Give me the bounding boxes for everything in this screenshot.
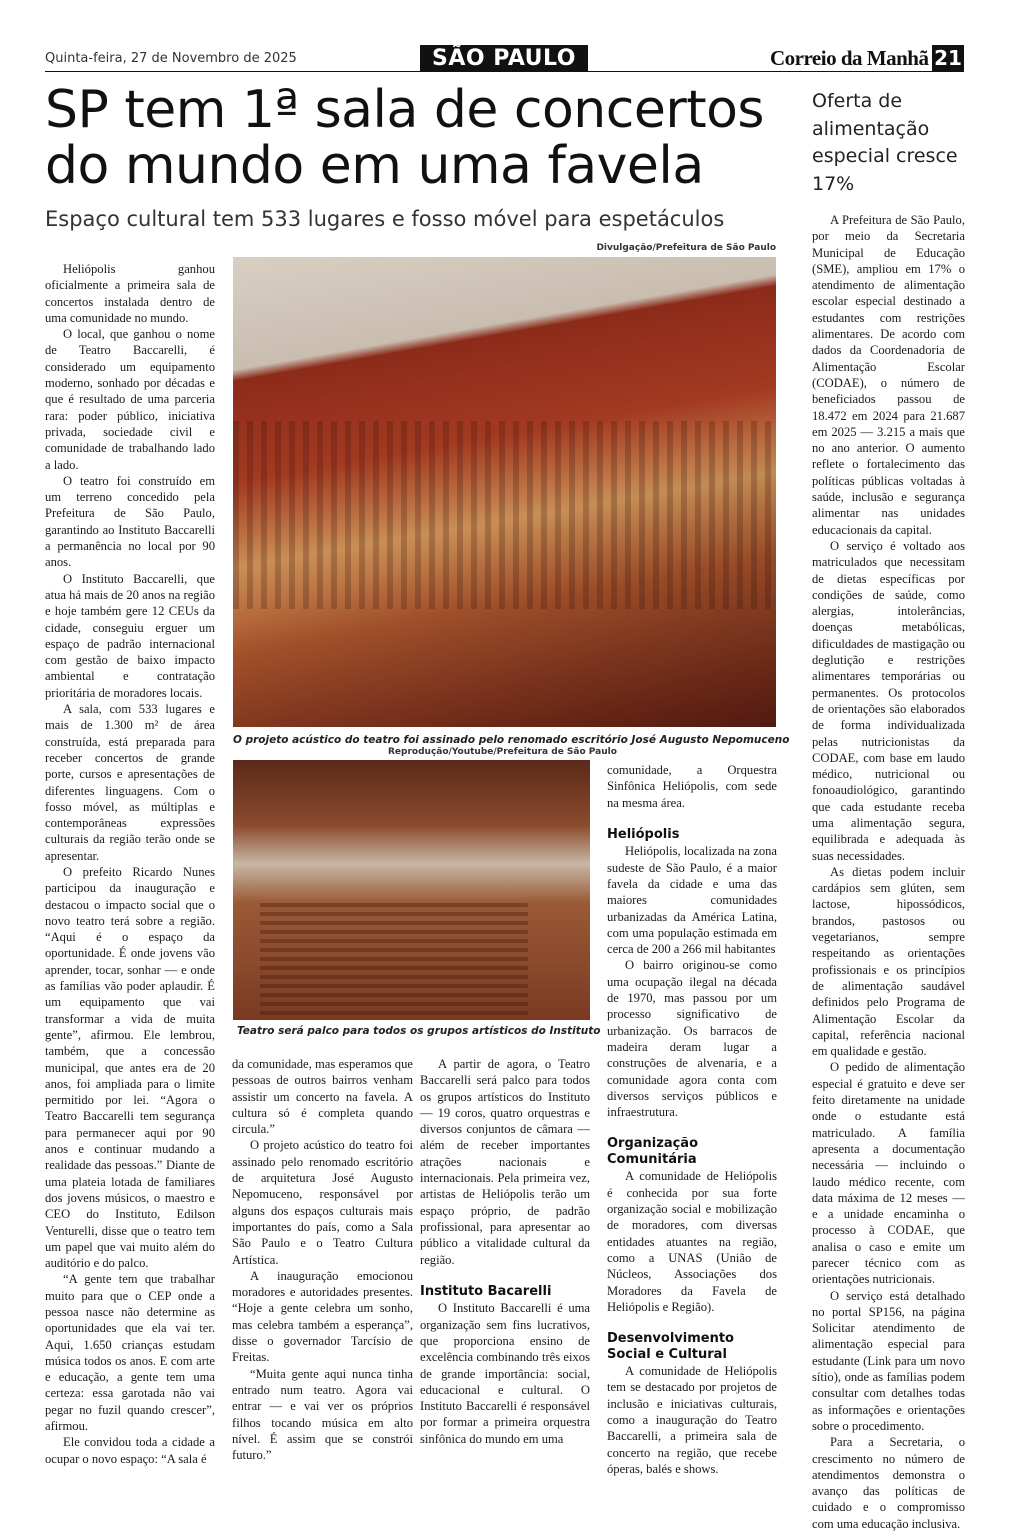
subheading: Desenvolvimento Social e Cultural <box>607 1331 734 1362</box>
photo-caption: O projeto acústico do teatro foi assinado pelo renomado escritório José Augusto Nepomuceno <box>233 734 790 746</box>
paragraph: Heliópolis ganhou oficialmente a primeira sala de concertos instalada dentro de uma comunidade no mundo. <box>45 262 215 325</box>
paragraph: O serviço está detalhado no portal SP156, na página Solicitar atendimento de alimentação especial para estudante (Link para um novo sítio), onde as famílias podem consultar com detalhes todas as informações e orientações sobre o procedimento. <box>812 1288 965 1433</box>
paragraph: Para a Secretaria, o crescimento no número de atendimentos demonstra o avanço das políticas de cuidado e o compromisso com uma educação inclusiva. <box>812 1435 965 1531</box>
photo-credit: Reprodução/Youtube/Prefeitura de São Paulo <box>388 747 617 757</box>
paragraph: A sala, com 533 lugares e mais de 1.300 m² de área construída, está preparada para receber concertos de grande porte, cursos e apresentações de diferentes linguagens. Com o fosso móvel, as múltiplas e contemporâneas expressões culturais da região terão onde se apresentar. <box>45 702 215 863</box>
paragraph: As dietas podem incluir cardápios sem glúten, sem lactose, hipossódicos, brandos, pastosos ou vegetarianos, sempre respeitando as orientações profissionais e os princípios de alimentação saudável definidos pelo Programa de Alimentação Escolar da capital, referência nacional em qualidade e gestão. <box>812 864 965 1059</box>
sidebar-column <box>812 212 965 1532</box>
paragraph: O Instituto Baccarelli, que atua há mais de 20 anos na região e hoje também gere 12 CEUs da cidade, conseguiu erguer um espaço de padrão internacional com gestão de baixo impacto ambiental e contratação prioritária de moradores locais. <box>45 571 215 700</box>
issue-date: Quinta-feira, 27 de Novembro de 2025 <box>45 51 297 66</box>
article-column <box>420 1056 590 1447</box>
paragraph: da comunidade, mas esperamos que pessoas de outros bairros venham assistir um concerto na favela. A cultura só é completa quando circula.” <box>232 1057 413 1137</box>
article-column <box>607 762 777 1477</box>
subheadline: Espaço cultural tem 533 lugares e fosso móvel para espetáculos <box>45 207 725 231</box>
newspaper-brand: Correio da Manhã <box>770 46 929 70</box>
subheading: Instituto Bacarelli <box>420 1283 552 1299</box>
headline: SP tem 1ª sala de concertos do mundo em uma favela <box>45 80 765 196</box>
stage-photo <box>233 760 590 1020</box>
header-divider <box>45 71 963 72</box>
paragraph: O teatro foi construído em um terreno concedido pela Prefeitura de São Paulo, garantindo ao Instituto Baccarelli a permanência no local por 90 anos. <box>45 473 215 570</box>
paragraph: A Prefeitura de São Paulo, por meio da Secretaria Municipal de Educação (SME), ampliou em 17% o atendimento de alimentação escolar especial destinado a estudantes com restrições alimentares. De acordo com dados da Coordenadoria de Alimentação Escolar (CODAE), o número de beneficiados passou de 18.472 em 2024 para 21.687 em 2025 — 3.215 a mais que no ano anterior. O aumento reflete o fortalecimento das políticas públicas voltadas à saúde, inclusão e segurança alimentar nas unidades educacionais da capital. <box>812 213 965 537</box>
sidebar-headline: Oferta de alimentação especial cresce 17% <box>812 90 958 195</box>
section-label: SÃO PAULO <box>420 45 588 72</box>
page-number: 21 <box>932 45 964 72</box>
paragraph: O bairro originou-se como uma ocupação ilegal na década de 1970, mas passou por um processo significativo de urbanização. Os barracos de madeira deram lugar a construções de alvenaria, e a comunidade agora conta com diversos serviços públicos e infraestrutura. <box>607 958 777 1120</box>
paragraph: A comunidade de Heliópolis é conhecida por sua forte organização social e mobilização de moradores, com diversas entidades atuantes na região, como a UNAS (União de Núcleos, Associações dos Moradores da Favela de Heliópolis e Região). <box>607 1169 777 1314</box>
paragraph: O projeto acústico do teatro foi assinado pelo renomado escritório de arquitetura José Augusto Nepomuceno, responsável por alguns dos espaços culturais mais importantes do país, como a Sala São Paulo e o Teatro Cultura Artística. <box>232 1138 413 1267</box>
paragraph: “Muita gente aqui nunca tinha entrado num teatro. Agora vai entrar — e vai ver os próprios filhos tocando música em alto nível. É assim que se constrói futuro.” <box>232 1366 413 1463</box>
paragraph: Heliópolis, localizada na zona sudeste de São Paulo, é a maior favela da cidade e uma das maiores comunidades urbanizadas da América Latina, com uma população estimada em cerca de 200 a 266 mil habitantes <box>607 844 777 957</box>
subheading: Organização Comunitária <box>607 1136 698 1167</box>
concert-hall-photo <box>233 257 776 727</box>
paragraph: “A gente tem que trabalhar muito para que o CEP onde a pessoa nasce não determine as oportunidades que ela vai ter. Aqui, 1.650 crianças estudam música todos os anos. E com arte e educação, a gente tem uma certeza: essa garotada não vai pegar no fuzil quando crescer”, afirmou. <box>45 1272 215 1434</box>
article-column <box>45 261 215 1467</box>
paragraph: comunidade, a Orquestra Sinfônica Heliópolis, com sede na mesma área. <box>607 763 777 810</box>
paragraph: O pedido de alimentação especial é gratuito e deve ser feito diretamente na unidade onde o estudante está matriculado. A família apresenta a documentação necessária — incluindo o laudo médico recente, com data máxima de 12 meses — e a unidade encaminha o processo à CODAE, que analisa o caso e emite um parecer técnico com as orientações nutricionais. <box>812 1060 965 1287</box>
paragraph: O serviço é voltado aos matriculados que necessitam de dietas específicas por condições de saúde, como alergias, intolerâncias, doenças metabólicas, dificuldades de mastigação ou deglutição e restrições alimentares temporárias ou permanentes. Os protocolos de orientações são elaborados de forma individualizada pelas nutricionistas da CODAE, com base em laudo médico, nutricional ou fonoaudiológico, garantindo que cada estudante receba uma alimentação segura, equilibrada e adequada às suas necessidades. <box>812 538 965 863</box>
paragraph: A inauguração emocionou moradores e autoridades presentes. “Hoje a gente celebra um sonho, mas celebra também a esperança”, disse o governador Tarcísio de Freitas. <box>232 1268 413 1365</box>
article-column <box>232 1056 413 1463</box>
paragraph: A partir de agora, o Teatro Baccarelli será palco para todos os grupos artísticos do Instituto — 19 coros, quatro orquestras e diversos conjuntos de câmara — além de receber importantes atrações nacionais e internacionais. Pela primeira vez, artistas de Heliópolis terão um espaço próprio, de padrão profissional, para apresentar ao público a vitalidade cultural da região. <box>420 1057 590 1267</box>
paragraph: Ele convidou toda a cidade a ocupar o novo espaço: “A sala é <box>45 1435 215 1466</box>
photo-caption: Teatro será palco para todos os grupos artísticos do Instituto <box>237 1025 601 1037</box>
paragraph: O prefeito Ricardo Nunes participou da inauguração e destacou o impacto social que o novo teatro terá sobre a região. “Aqui é o espaço da oportunidade. É onde jovens vão aprender, tocar, sonhar — e onde as famílias vão poder aplaudir. É um equipamento que vai transformar a vida de muita gente”, afirmou. Ele lembrou, também, que a concessão municipal, que antes era de 20 anos, foi ampliada para o limite permitido por lei. “Agora o Teatro Baccarelli tem segurança para permanecer aqui por 90 anos e continuar mudando a realidade das pessoas.” Diante de uma plateia lotada de familiares dos jovens músicos, o maestro e CEO do Instituto, Edilson Venturelli, disse que o teatro tem um papel que vai muito além do auditório e do palco. <box>45 864 215 1271</box>
paragraph: A comunidade de Heliópolis tem se destacado por projetos de inclusão e iniciativas culturais, como a inauguração do Teatro Baccarelli, a primeira sala de concerto na região, que recebe óperas, balés e shows. <box>607 1364 777 1476</box>
paragraph: O Instituto Baccarelli é uma organização sem fins lucrativos, que proporciona ensino de excelência combinando três eixos de grande importância: social, educacional e cultural. O Instituto Baccarelli é responsável por formar a primeira orquestra sinfônica do mundo em uma <box>420 1301 590 1446</box>
paragraph: O local, que ganhou o nome de Teatro Baccarelli, é considerado um equipamento moderno, sonhado por décadas e que é resultado de uma parceria rara: poder público, iniciativa privada, sociedade civil e comunidade de trabalhando lado a lado. <box>45 327 215 472</box>
subheading: Heliópolis <box>607 826 680 842</box>
photo-credit: Divulgação/Prefeitura de São Paulo <box>596 243 776 253</box>
